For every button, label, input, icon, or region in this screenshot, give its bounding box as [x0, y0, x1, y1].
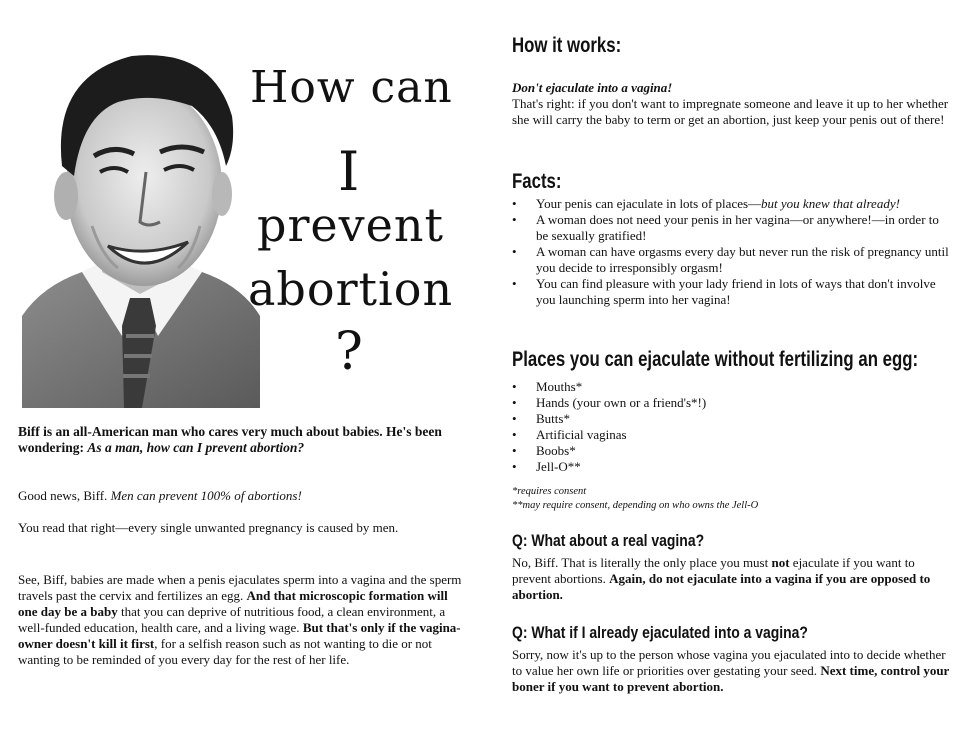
- place-item: • Hands (your own or a friend's*!): [512, 395, 952, 411]
- question-1-heading: Q: What about a real vagina?: [512, 531, 705, 550]
- place-item: • Boobs*: [512, 443, 952, 459]
- fact-item: [512, 196, 952, 212]
- answer-bold: Again, do not ejaculate into a vagina if you are opposed to abortion.: [512, 571, 931, 602]
- footnote-jello: **may require consent, depending on who owns the Jell-O: [512, 500, 759, 511]
- answer-text: No, Biff. That is literally the only place you must: [512, 555, 772, 570]
- places-heading: Places you can ejaculate without fertilizing an egg:: [512, 348, 919, 371]
- fact-text: Your penis can ejaculate in lots of places—: [536, 196, 762, 211]
- explanation-paragraph: [18, 572, 468, 668]
- question-2-heading: Q: What if I already ejaculated into a vagina?: [512, 623, 808, 642]
- explanation-text-3: , for a selfish reason such as not wanting to die or not wanting to be reminded of you every day for the rest of her life.: [18, 636, 432, 667]
- fact-item: • You can find pleasure with your lady friend in lots of ways that don't involve you launching sperm into her vagina!: [512, 276, 952, 308]
- facts-list: [512, 196, 952, 308]
- question-1-answer: [512, 555, 952, 603]
- facts-heading: Facts:: [512, 170, 562, 193]
- answer-bold: Next time, control your boner if you want to prevent abortion.: [512, 663, 950, 694]
- how-it-works-text: That's right: if you don't want to impregnate someone and leave it up to her whether she will carry the baby to term or get an abortion, just keep your penis out of there!: [512, 96, 949, 127]
- headline-line-2: I: [338, 140, 361, 203]
- fact-item: • A woman can have orgasms every day but never run the risk of pregnancy until you decide to irresponsibly orgasm!: [512, 244, 952, 276]
- fact-item: • A woman does not need your penis in her vagina—or anywhere!—in order to be sexually gratified!: [512, 212, 952, 244]
- how-it-works-heading: How it works:: [512, 34, 622, 57]
- explanation-text-1: See, Biff, babies are made when a penis ejaculates sperm into a vagina and the sperm travels past the cervix and fertilizes an egg.: [18, 572, 462, 603]
- good-news-emphasis: Men can prevent 100% of abortions!: [110, 488, 302, 503]
- explanation-bold-2: But that's only if the vagina-owner doesn't kill it first: [18, 620, 461, 651]
- place-item: • Mouths*: [512, 379, 952, 395]
- good-news-text: Good news, Biff.: [18, 488, 111, 503]
- question-2-answer: [512, 647, 952, 695]
- answer-text: Sorry, now it's up to the person whose vagina you ejaculated into to decide whether to value her own life or priorities over gestating your seed.: [512, 647, 946, 678]
- explanation-bold-1: And that microscopic formation will one day be a baby: [18, 588, 448, 619]
- headline-line-5: ?: [335, 322, 364, 382]
- how-it-works-body: [512, 80, 952, 128]
- read-right-paragraph: You read that right—every single unwanted pregnancy is caused by men.: [18, 520, 399, 535]
- place-item: • Artificial vaginas: [512, 427, 952, 443]
- place-item: • Jell-O**: [512, 459, 952, 475]
- fact-emphasis: but you knew that already!: [761, 196, 900, 211]
- intro-text: Biff is an all-American man who cares very much about babies. He's been wondering:: [18, 424, 442, 455]
- headline-line-4: abortion: [248, 262, 454, 316]
- headline-line-3: prevent: [257, 198, 444, 252]
- man-portrait-image: [22, 36, 260, 408]
- places-list: [512, 379, 952, 475]
- answer-text: ejaculate if you want to prevent abortions.: [512, 555, 915, 586]
- intro-question: As a man, how can I prevent abortion?: [87, 440, 305, 455]
- how-it-works-subheading: Don't ejaculate into a vagina!: [512, 80, 673, 95]
- intro-paragraph: [18, 424, 468, 456]
- footnote-consent: *requires consent: [512, 486, 587, 497]
- good-news-paragraph: [18, 488, 468, 504]
- place-item: • Butts*: [512, 411, 952, 427]
- headline-line-1: How can: [250, 62, 453, 113]
- explanation-text-2: that you can deprive of nutritious food, a clean environment, a well-funded education, health care, and a living wage.: [18, 604, 446, 635]
- answer-bold: not: [771, 555, 790, 570]
